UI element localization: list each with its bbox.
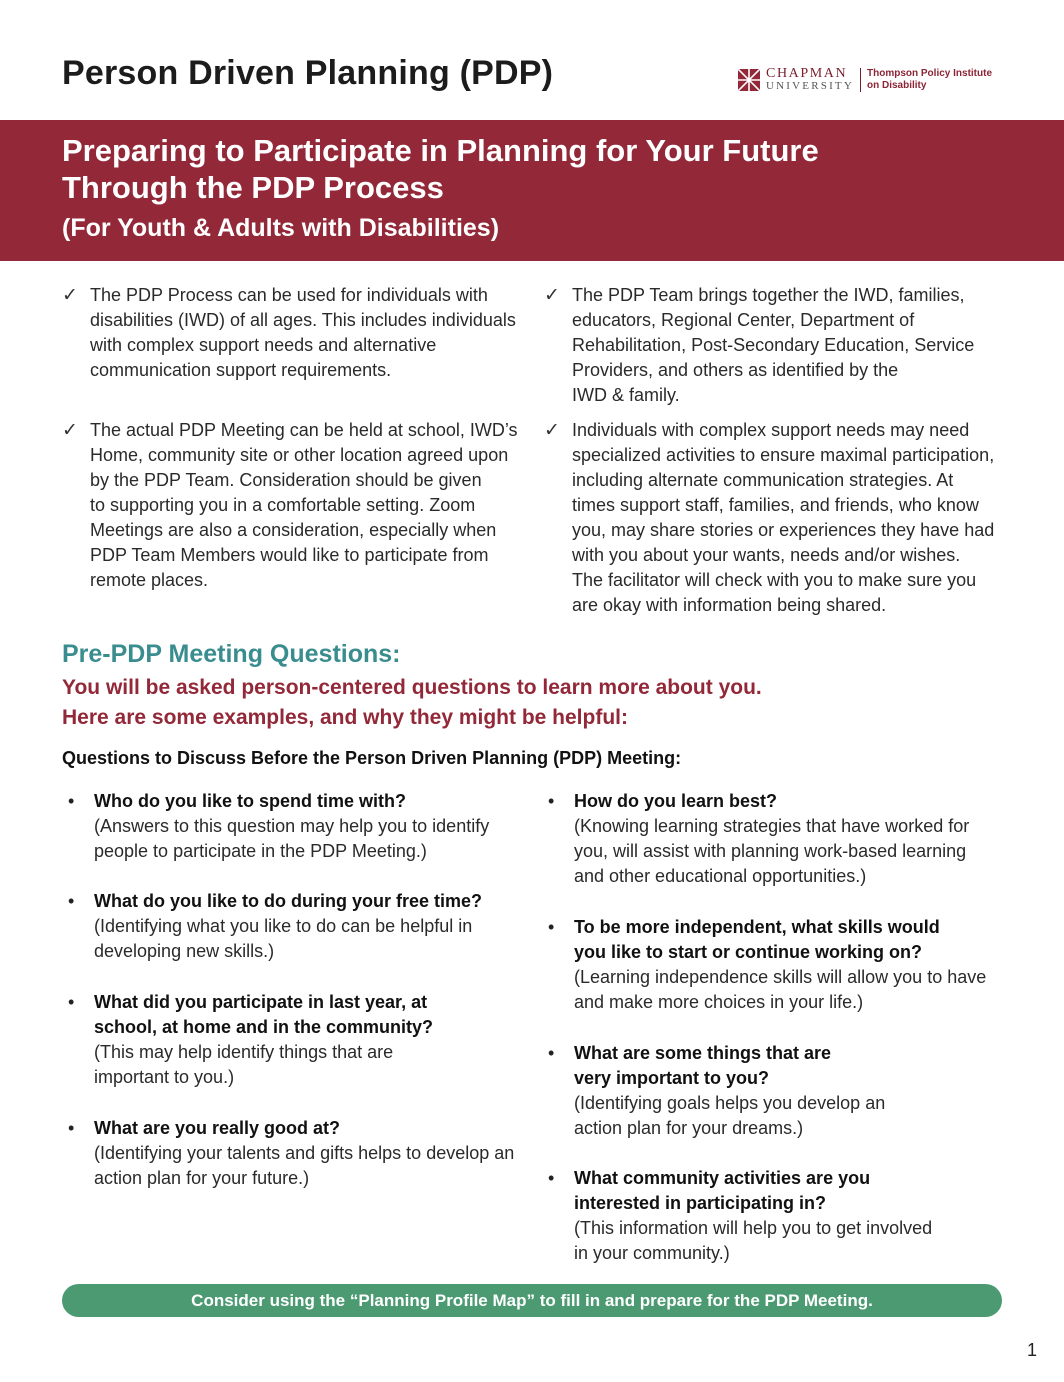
bullet-icon: •	[548, 917, 555, 937]
page-header	[0, 0, 1064, 120]
question-item	[542, 1166, 1012, 1266]
question-explanation: (Identifying what you like to do can be helpful in developing new skills.)	[94, 916, 473, 961]
question-text: To be more independent, what skills would you like to start or continue working on?	[574, 917, 940, 962]
logo-divider	[860, 68, 861, 92]
question-text: How do you learn best?	[574, 791, 778, 811]
question-item	[62, 1116, 532, 1191]
question-explanation: (Learning independence skills will allow you to have and make more choices in your life.)	[574, 967, 987, 1012]
institute-line-2: on Disability	[867, 80, 927, 91]
check-bullet-text: The actual PDP Meeting can be held at school, IWD’s Home, community site or other location agreed upon by the PDP Team. Consideration should be given to supporting you in a comfortable setting. Zoom Meetings are also a consideration, especially when PDP Team Members would like to participate from remote places.	[90, 420, 518, 590]
bullet-icon: •	[68, 1118, 75, 1138]
question-explanation: (Identifying your talents and gifts helps to develop an action plan for your future.)	[94, 1143, 515, 1188]
question-explanation: (This may help identify things that are important to you.)	[94, 1042, 394, 1087]
question-text: What are you really good at?	[94, 1118, 341, 1138]
university-wordmark	[766, 68, 854, 92]
chapman-logo-mark-icon	[738, 69, 760, 91]
question-item	[62, 990, 532, 1090]
bullet-icon: •	[68, 992, 75, 1012]
check-bullet	[544, 418, 1014, 618]
question-text: What did you participate in last year, at school, at home and in the community?	[94, 992, 434, 1037]
check-bullet	[544, 283, 1014, 408]
title-banner	[0, 120, 1064, 261]
check-bullet-text: The PDP Process can be used for individuals with disabilities (IWD) of all ages. This includes individuals with complex support needs and alternative communication support requirements.	[90, 285, 516, 380]
chapman-logo	[738, 66, 992, 94]
question-text: What community activities are you interested in participating in?	[574, 1168, 871, 1213]
check-icon: ✓	[544, 420, 560, 441]
banner-title	[62, 132, 1022, 206]
check-bullet	[62, 283, 532, 383]
planning-profile-map-note: Consider using the “Planning Profile Map” to fill in and prepare for the PDP Meeting.	[62, 1284, 1002, 1317]
question-text: What do you like to do during your free time?	[94, 891, 483, 911]
university-name: CHAPMAN	[766, 66, 848, 81]
check-bullet-text: The PDP Team brings together the IWD, families, educators, Regional Center, Department of Rehabilitation, Post-Secondary Education, Service Providers, and others as identified by the IWD & family.	[572, 285, 975, 405]
bullet-icon: •	[68, 791, 75, 811]
question-explanation: (Identifying goals helps you develop an action plan for your dreams.)	[574, 1093, 886, 1138]
questions-heading: Questions to Discuss Before the Person Driven Planning (PDP) Meeting:	[62, 748, 682, 768]
page-number: 1	[1027, 1340, 1038, 1360]
question-item	[62, 789, 532, 864]
section-title: Pre-PDP Meeting Questions:	[62, 640, 401, 668]
check-icon: ✓	[544, 285, 560, 306]
institute-line-1: Thompson Policy Institute	[867, 68, 993, 79]
question-item	[542, 1041, 1012, 1141]
document-title: Person Driven Planning (PDP)	[62, 54, 554, 92]
university-sub: UNIVERSITY	[766, 80, 854, 92]
bullet-icon: •	[548, 791, 555, 811]
question-item	[62, 889, 532, 964]
section-intro: You will be asked person-centered questions to learn more about you. Here are some examples, and why they might be helpful:	[62, 676, 762, 729]
bullet-icon: •	[548, 1043, 555, 1063]
check-icon: ✓	[62, 285, 78, 306]
bullet-icon: •	[548, 1168, 555, 1188]
institute-name	[867, 68, 992, 92]
check-bullet	[62, 418, 532, 593]
check-bullet-text: Individuals with complex support needs may need specialized activities to ensure maximal participation, including alternate communication strategies. At times support staff, families, and friends, who know you, may share stories or experiences they have had with you about your wants, needs and/or wishes. The facilitator will check with you to make sure you are okay with information being shared.	[572, 420, 995, 615]
question-text: Who do you like to spend time with?	[94, 791, 406, 811]
question-explanation: (Knowing learning strategies that have worked for you, will assist with planning work-based learning and other educational opportunities.)	[574, 816, 970, 886]
question-explanation: (Answers to this question may help you to identify people to participate in the PDP Meeting.)	[94, 816, 490, 861]
bullet-icon: •	[68, 891, 75, 911]
question-item	[542, 915, 1012, 1015]
question-text: What are some things that are very important to you?	[574, 1043, 832, 1088]
check-icon: ✓	[62, 420, 78, 441]
banner-subtitle: (For Youth & Adults with Disabilities)	[62, 214, 500, 242]
banner-title-text: Preparing to Participate in Planning for Your Future Through the PDP Process	[62, 133, 819, 205]
question-item	[542, 789, 1012, 889]
question-explanation: (This information will help you to get involved in your community.)	[574, 1218, 933, 1263]
